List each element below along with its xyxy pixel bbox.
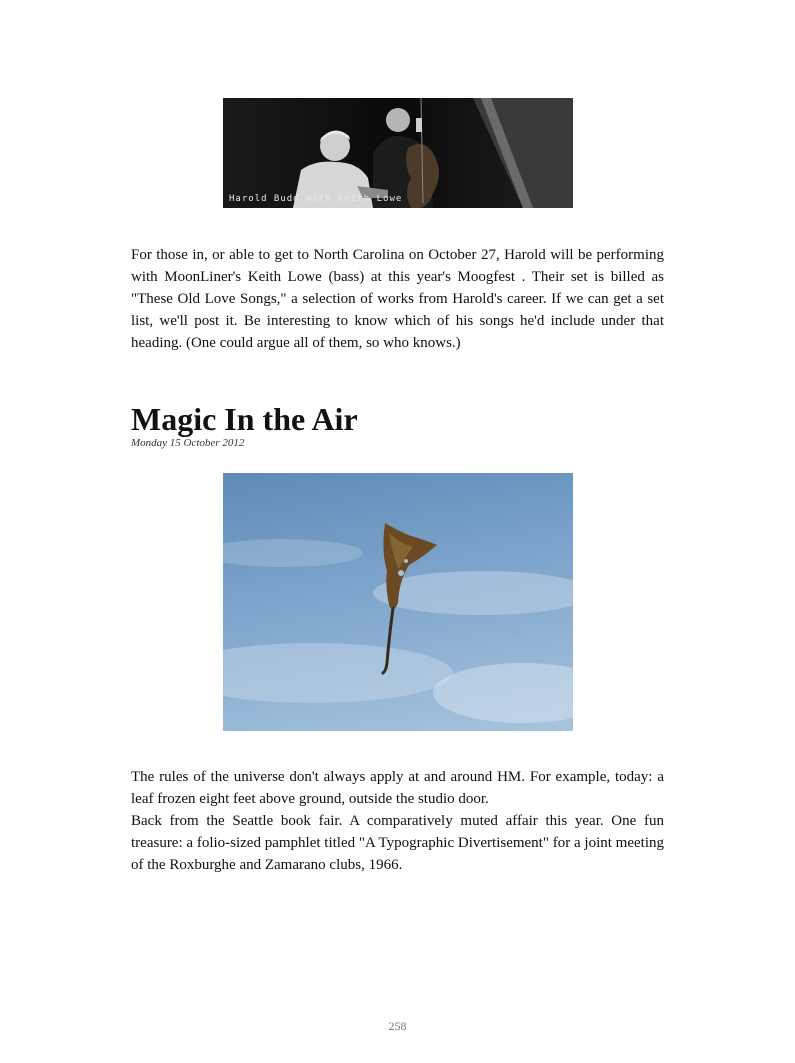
post-body-magic	[131, 766, 664, 876]
post-paragraph-book-fair: Back from the Seattle book fair. A comparatively muted affair this year. One fun treasure: a folio-sized pamphlet titled "A Typographic Divertisement" for a joint meeting of the Roxburghe and Zamarano clubs, 1966.	[131, 813, 664, 873]
concert-photo-illustration	[223, 98, 573, 208]
post-body-moogfest: For those in, or able to get to North Carolina on October 27, Harold will be performing with MoonLiner's Keith Lowe (bass) at this year's Moogfest . Their set is billed as "These Old Love Songs," a selection of works from Harold's career. If we can get a set list, we'll post it. Be interesting to know which of his songs he'd include under that heading. (One could argue all of them, so who knows.)	[131, 247, 664, 351]
photo-caption: Harold Budd with Keith Lowe	[229, 194, 403, 204]
post-title: Magic In the Air	[131, 401, 358, 437]
post-paragraph-leaf: The rules of the universe don't always apply at and around HM. For example, today: a leaf frozen eight feet above ground, outside the studio door.	[131, 769, 664, 807]
harold-budd-keith-lowe-photo	[223, 98, 573, 208]
leaf-sky-illustration	[223, 473, 573, 731]
floating-leaf-photo	[223, 473, 573, 731]
page-number: 258	[388, 1019, 407, 1033]
post-date: Monday 15 October 2012	[131, 437, 245, 449]
